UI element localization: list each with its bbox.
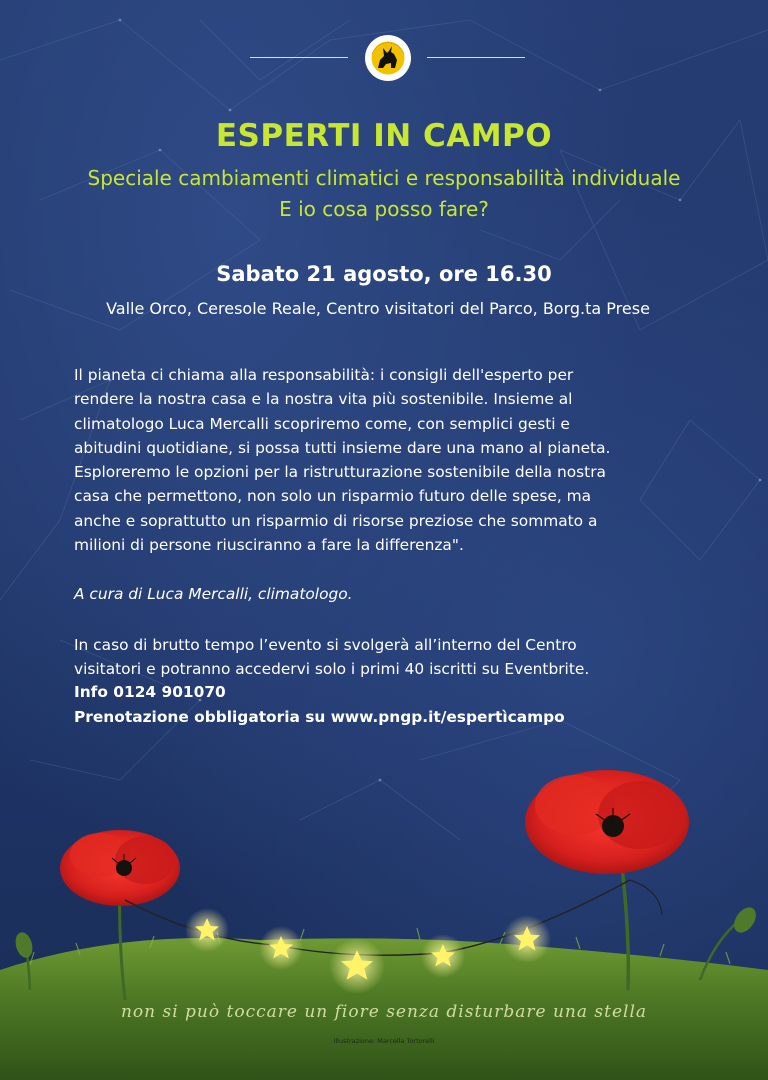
logo-divider-left (250, 57, 348, 58)
event-location-text: Valle Orco, Ceresole Reale, Centro visitatori del Parco, Borg.ta Prese (106, 299, 650, 318)
event-question: E io cosa posso fare? (279, 197, 489, 221)
description-line: Esploreremo le opzioni per la ristrutturazione sostenibile della nostra (74, 463, 606, 482)
info-phone: Info 0124 901070 (74, 683, 226, 701)
poppy-bud-right (730, 903, 761, 936)
event-subtitle: Speciale cambiamenti climatici e responsabilità individuale (87, 166, 681, 190)
weather-note (74, 633, 714, 682)
illustration-credit: Illustrazione: Marcella Tortorelli (333, 1037, 435, 1045)
curator-credit: A cura di Luca Mercalli, climatologo. (74, 585, 353, 603)
poppy-bud-left (13, 930, 35, 959)
description-line: abitudini quotidiane, si possa tutti insieme dare una mano al pianeta. (74, 438, 611, 457)
ibex-logo-icon (364, 34, 412, 82)
description-line: milioni di persone riusciranno a fare la differenza". (74, 536, 464, 555)
weather-note-line: In caso di brutto tempo l’evento si svolgerà all’interno del Centro (74, 636, 577, 654)
description-line: climatologo Luca Mercalli scopriremo come, con semplici gesti e (74, 414, 570, 433)
logo-header (0, 34, 768, 84)
booking-link[interactable]: Prenotazione obbligatoria su www.pngp.it/espertìcampo (74, 708, 565, 726)
event-title: ESPERTI IN CAMPO (215, 118, 553, 154)
description-line: anche e soprattutto un risparmio di risorse preziose che sommato a (74, 511, 598, 530)
poppy-right (525, 770, 689, 874)
description-line: rendere la nostra casa e la nostra vita più sostenibile. Insieme al (74, 390, 573, 409)
event-date: Sabato 21 agosto, ore 16.30 (216, 262, 552, 286)
event-location (0, 299, 720, 318)
poppy-illustration (0, 740, 768, 1080)
poppy-left (60, 830, 180, 906)
description-paragraph (74, 363, 714, 557)
weather-note-line: visitatori e potranno accedervi solo i primi 40 iscritti su Eventbrite. (74, 660, 590, 679)
poetic-tagline: non si può toccare un fiore senza disturbare una stella (120, 1002, 648, 1022)
logo-divider-right (427, 57, 525, 58)
description-line: casa che permettono, non solo un risparmio futuro delle spese, ma (74, 487, 592, 506)
description-line: Il pianeta ci chiama alla responsabilità: i consigli dell'esperto per (74, 366, 574, 384)
